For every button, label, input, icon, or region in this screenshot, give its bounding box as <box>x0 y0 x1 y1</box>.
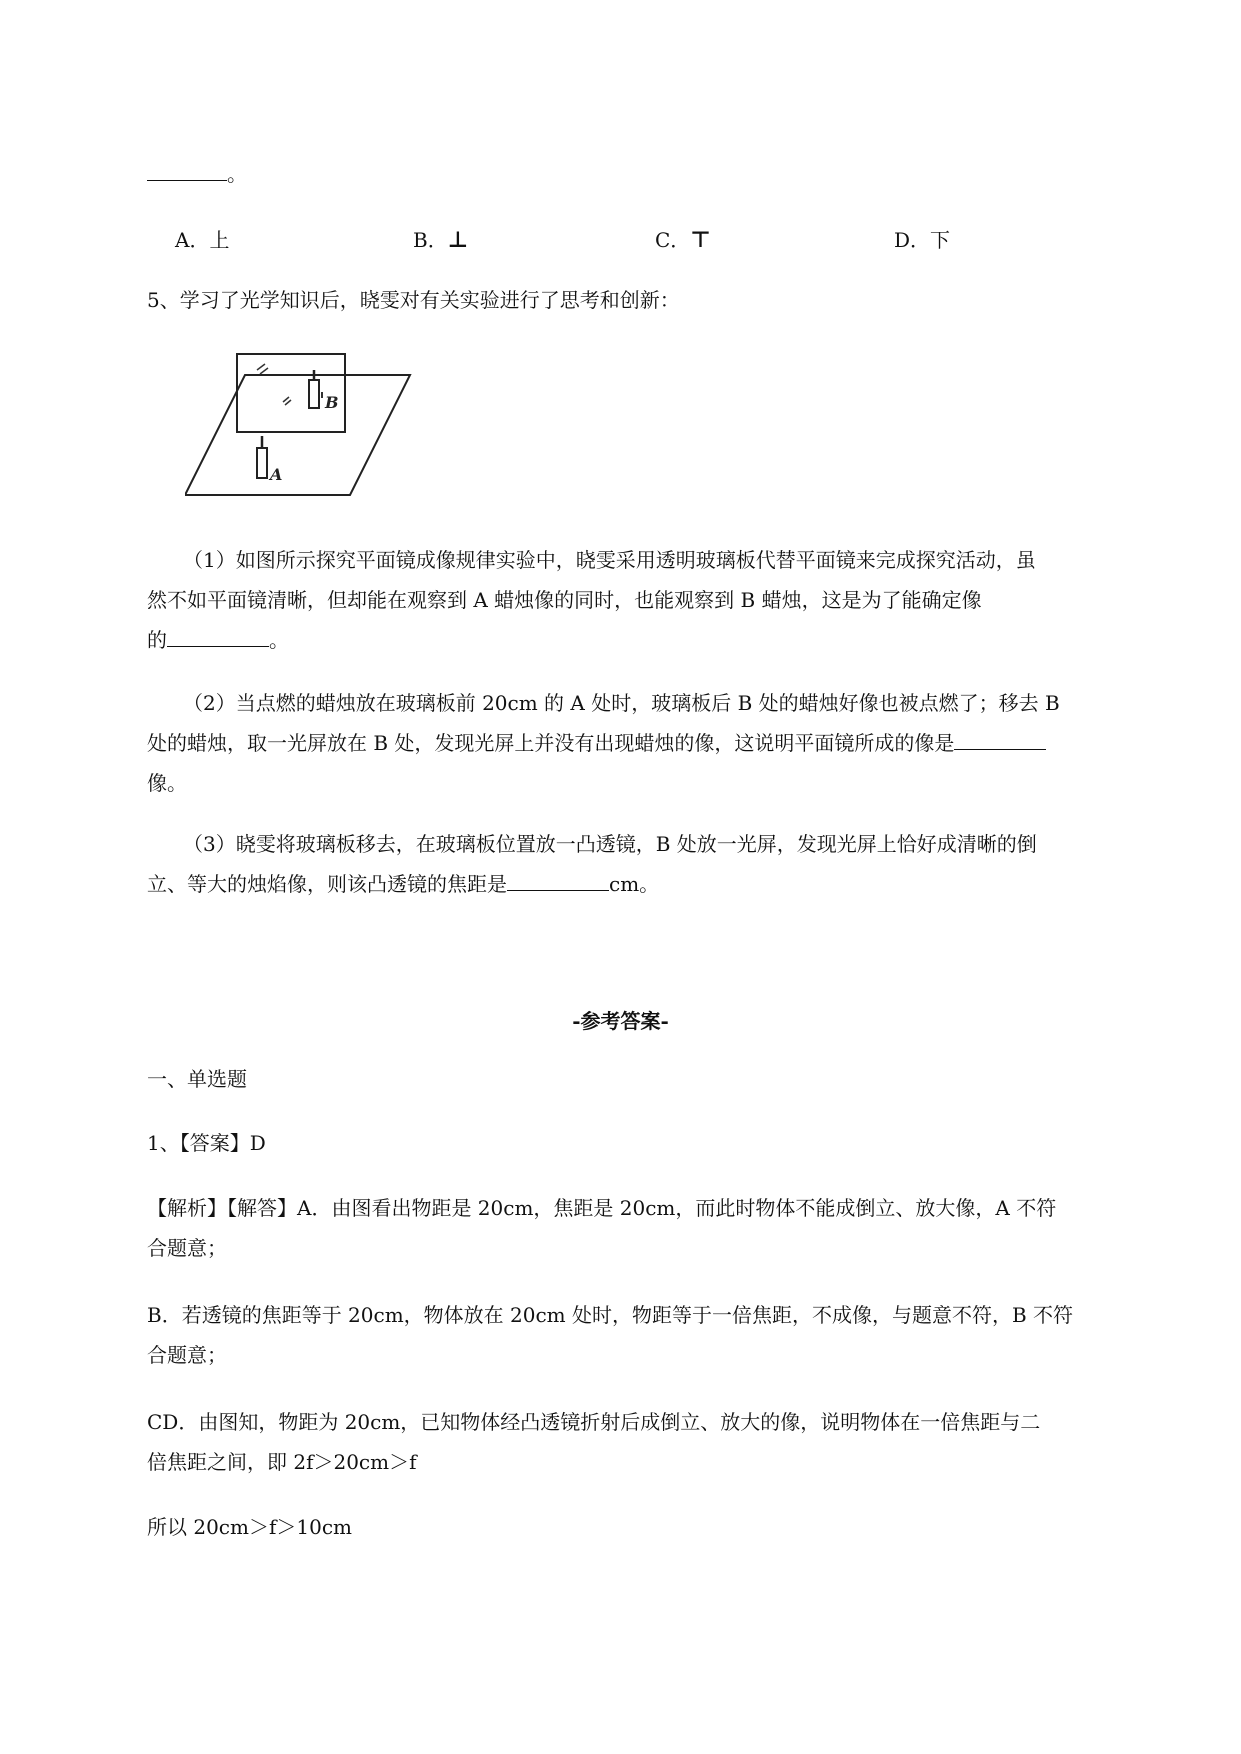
q5-2-blank <box>954 727 1046 750</box>
q4-option-c: C．⊤ <box>655 228 711 253</box>
q4-option-b: B．⊥ <box>413 228 468 253</box>
section-heading: 一、单选题 <box>147 1067 247 1091</box>
candle-b-label: B <box>325 393 339 412</box>
q5-part-1: （1）如图所示探究平面镜成像规律实验中，晓雯采用透明玻璃板代替平面镜来完成探究活动，虽 然不如平面镜清晰，但却能在观察到 A 蜡烛像的同时，也能观察到 B 蜡烛，这是为了能确定像 的 。 <box>147 548 1036 652</box>
explanation-a: 【解析】【解答】A．由图看出物距是 20cm，焦距是 20cm，而此时物体不能成倒立、放大像，A 不符 合题意； <box>147 1196 1057 1260</box>
q4-option-a: A．上 <box>175 228 230 252</box>
q5-1-blank <box>167 624 269 647</box>
q5-3-blank <box>507 868 609 891</box>
q4-blank <box>147 158 227 181</box>
explanation-conclusion: 所以 20cm＞f＞10cm <box>147 1515 352 1539</box>
q4-tail: 。 <box>227 162 247 186</box>
mirror-experiment-figure <box>185 350 415 500</box>
answer-title: -参考答案- <box>572 1009 669 1033</box>
candle-a-label: A <box>270 465 283 484</box>
explanation-cd: CD．由图知，物距为 20cm，已知物体经凸透镜折射后成倒立、放大的像，说明物体在一倍焦距与二 倍焦距之间，即 2f＞20cm＞f <box>147 1410 1041 1474</box>
q5-part-3: （3）晓雯将玻璃板移去，在玻璃板位置放一凸透镜，B 处放一光屏，发现光屏上恰好成清晰的倒 立、等大的烛焰像，则该凸透镜的焦距是 cm。 <box>147 832 1037 896</box>
table-plane <box>185 375 410 495</box>
q4-option-d: D．下 <box>894 228 951 252</box>
inverted-t-glyph: ⊤ <box>690 228 711 253</box>
q5-stem: 5、学习了光学知识后，晓雯对有关实验进行了思考和创新： <box>147 288 680 312</box>
candle-a <box>257 436 282 484</box>
q5-part-2: （2）当点燃的蜡烛放在玻璃板前 20cm 的 A 处时，玻璃板后 B 处的蜡烛好像也被点燃了；移去 B 处的蜡烛，取一光屏放在 B 处，发现光屏上并没有出现蜡烛的像，这说明平面镜所成的像是 像。 <box>147 691 1060 795</box>
explanation-b: B．若透镜的焦距等于 20cm，物体放在 20cm 处时，物距等于一倍焦距，不成像，与题意不符，B 不符 合题意； <box>147 1303 1074 1367</box>
candle-b <box>309 370 339 412</box>
upright-t-glyph: ⊥ <box>447 228 468 253</box>
answer-1: 1、【答案】D <box>147 1131 266 1155</box>
q4-answer-line <box>147 158 247 186</box>
